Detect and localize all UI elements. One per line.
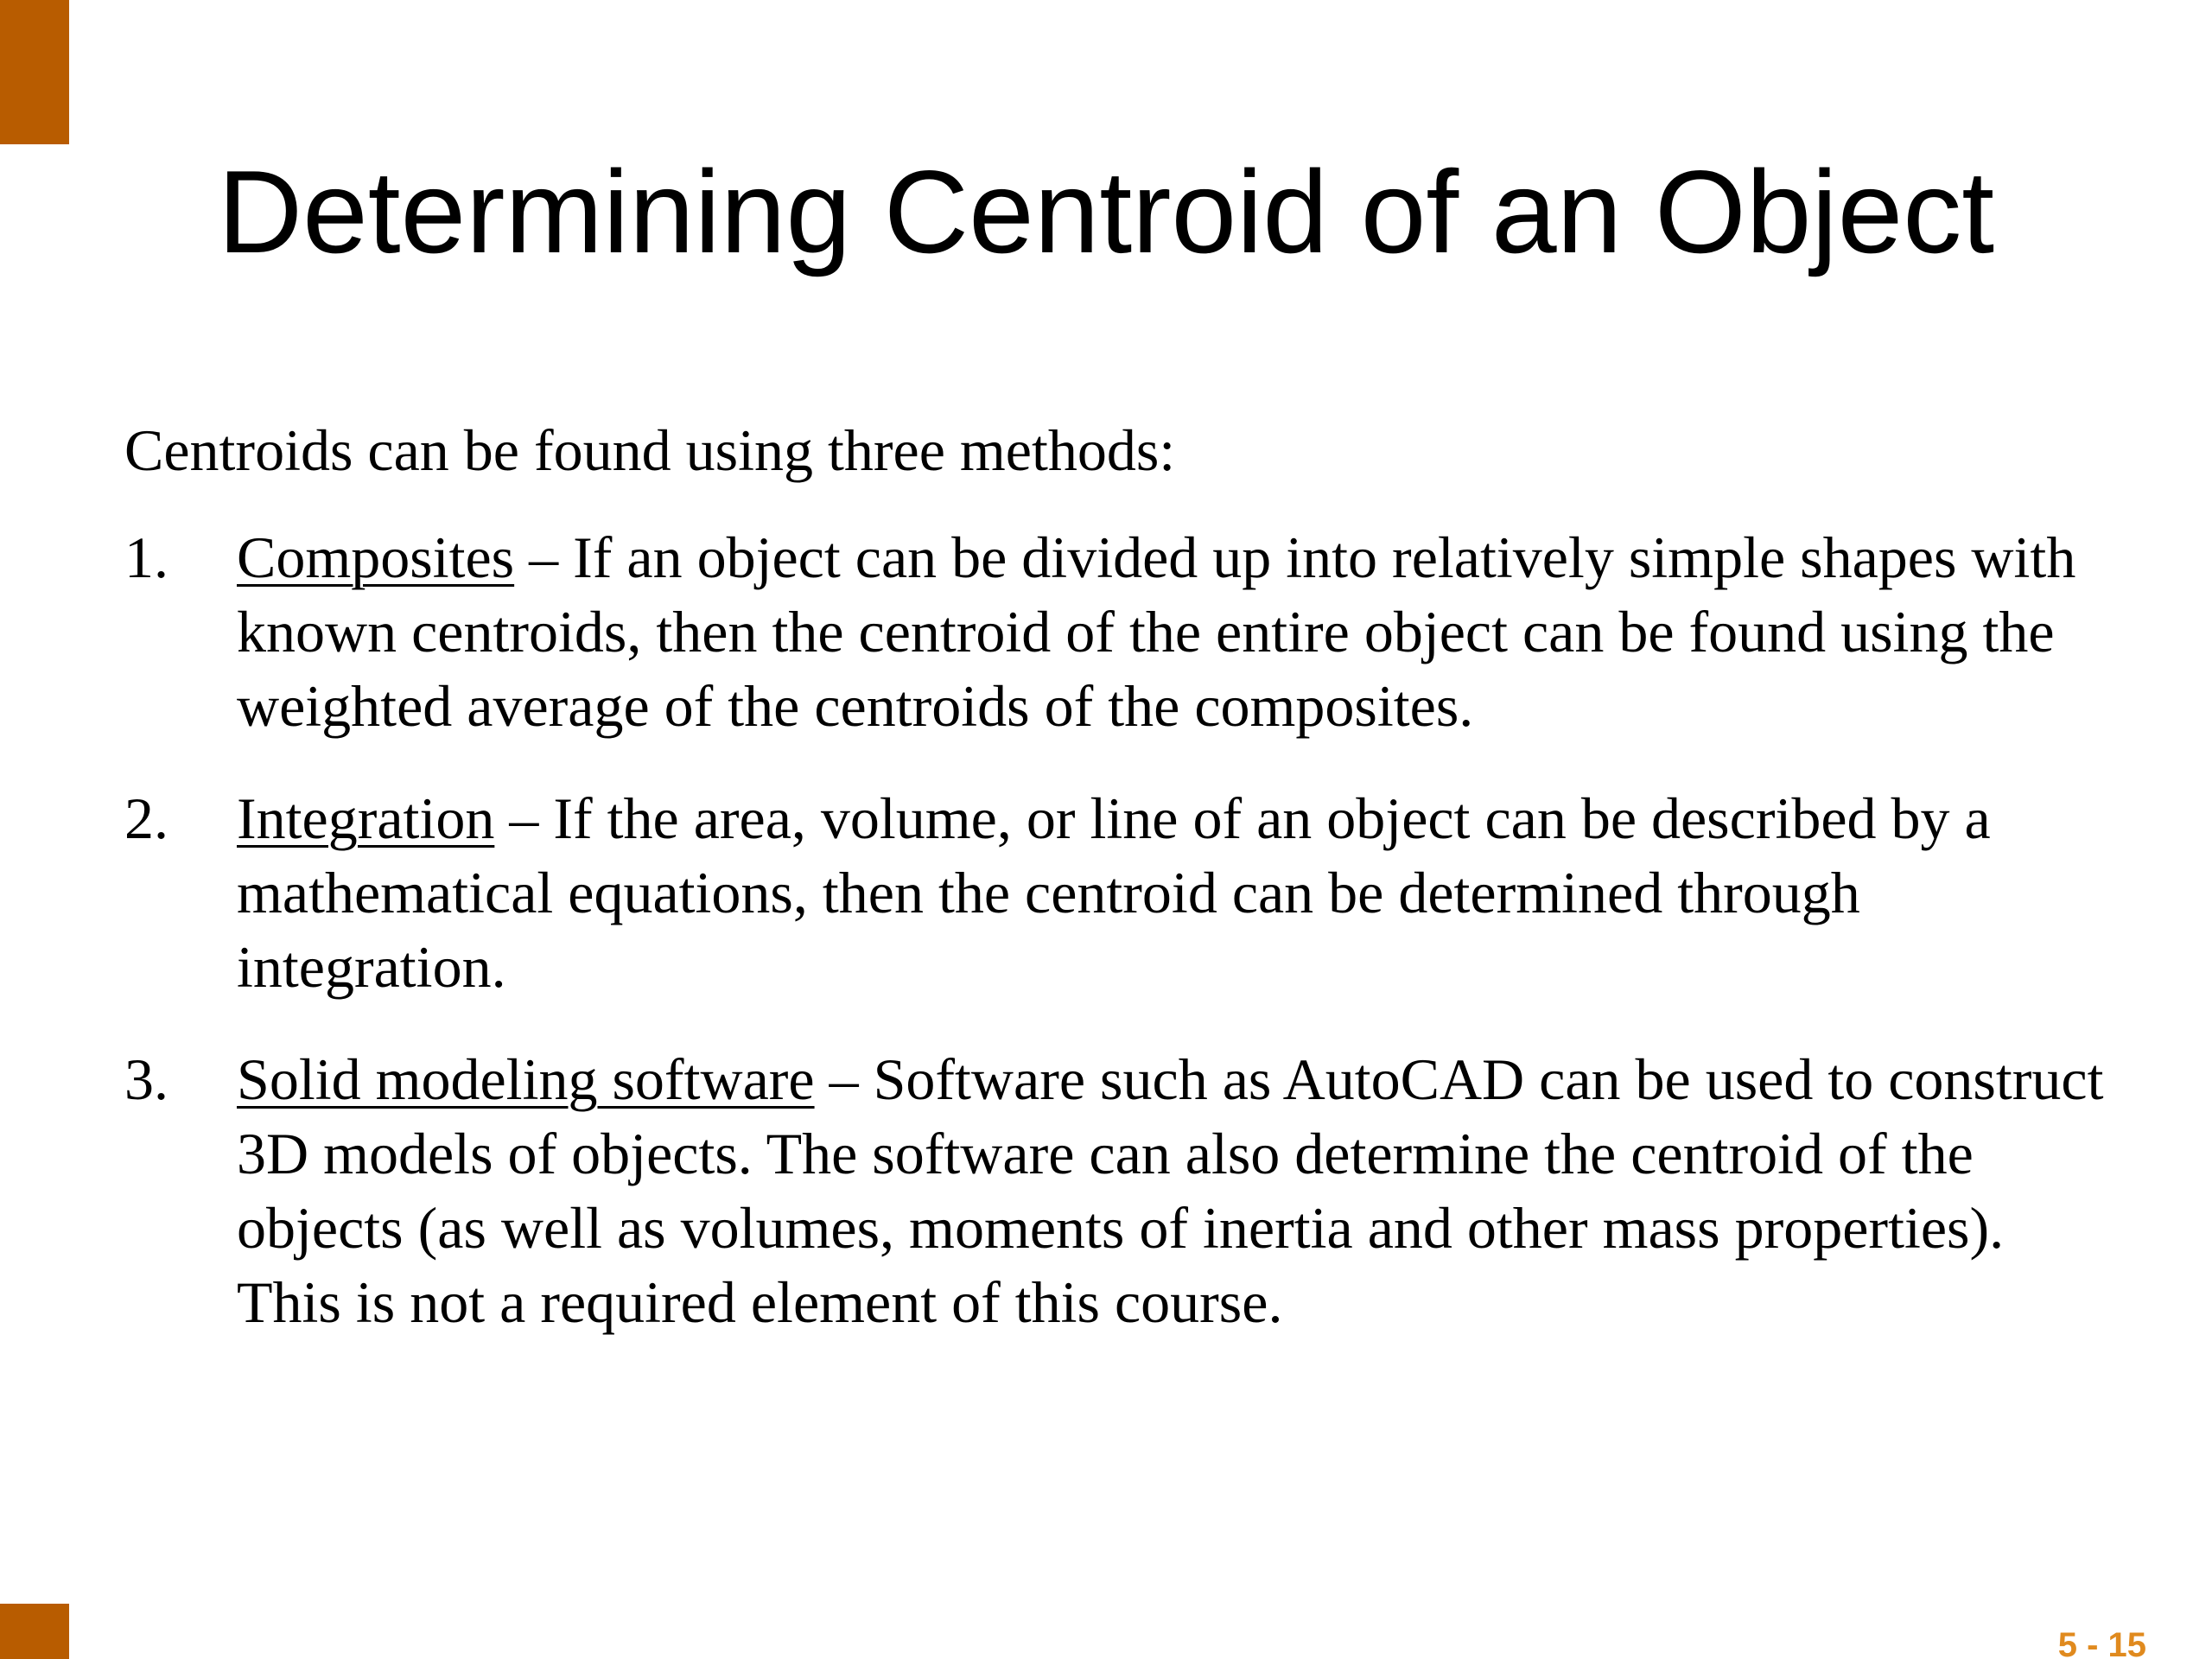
list-item-number: 3.	[124, 1046, 168, 1112]
top-accent-bar	[0, 0, 69, 144]
list-item-text: – If the area, volume, or line of an object can be described by a mathematical equations, then the centroid can be determined through integration.	[237, 785, 1991, 1000]
slide-body	[124, 413, 2112, 1377]
list-item-term: Integration	[237, 785, 495, 851]
page-number: 5 - 15	[2057, 1626, 2146, 1659]
list-item-number: 1.	[124, 524, 168, 590]
list-item-term: Composites	[237, 524, 515, 590]
list-item-composites	[124, 520, 2112, 743]
list-item-term: Solid modeling software	[237, 1046, 815, 1112]
list-item-solid-modeling	[124, 1042, 2112, 1339]
intro-text: Centroids can be found using three methods:	[124, 417, 1176, 483]
list-item-number: 2.	[124, 785, 168, 851]
list-item-text: – If an object can be divided up into relatively simple shapes with known centroids, then the centroid of the entire object can be found using the weighted average of the centroids of the composites.	[237, 524, 2076, 739]
list-item-text: – Software such as AutoCAD can be used to construct 3D models of objects. The software can also determine the centroid of the objects (as well as volumes, moments of inertia and other mass properties). This is not a required element of this course.	[237, 1046, 2104, 1335]
slide-title: Determining Centroid of an Object	[217, 146, 1995, 277]
bottom-accent-bar	[0, 1604, 69, 1659]
list-item-integration	[124, 781, 2112, 1004]
